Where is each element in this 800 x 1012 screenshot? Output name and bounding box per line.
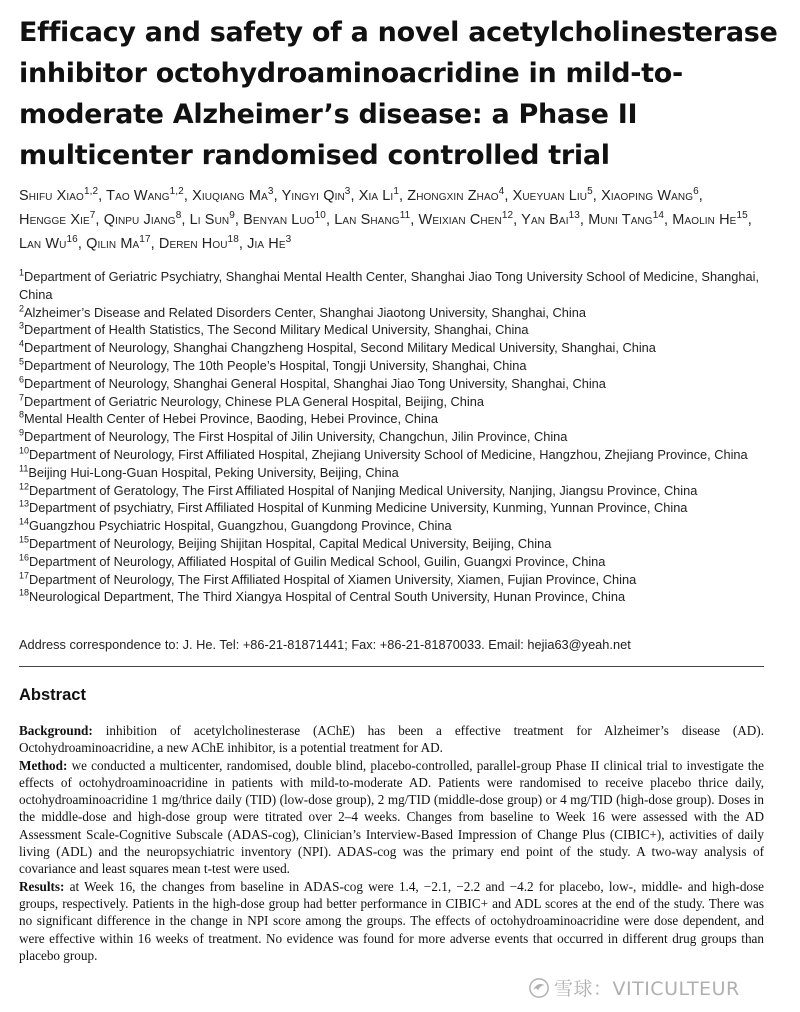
author-name (513, 188, 593, 204)
author-name-text: Lan Shang (334, 212, 400, 228)
author-separator: , (410, 212, 419, 228)
author-affiliation-mark: 18 (227, 234, 239, 246)
author-name (334, 212, 410, 228)
author-affiliation-mark: 3 (267, 186, 274, 198)
author-affiliation-mark: 15 (736, 210, 748, 222)
author-affiliation-mark: 9 (229, 210, 235, 222)
affiliation-text: Department of Geriatric Neurology, Chinese PLA General Hospital, Beijing, China (24, 393, 484, 409)
abstract-section-label: Results: (19, 878, 65, 894)
abstract-section-label: Method: (19, 757, 68, 773)
snowball-logo-icon (528, 977, 550, 999)
author-separator: , (77, 236, 87, 252)
author-separator: , (95, 212, 104, 228)
author-affiliation-mark: 1 (393, 186, 399, 198)
author-separator: , (398, 188, 408, 204)
affiliation-number: 2 (19, 303, 25, 314)
affiliation-text: Department of Neurology, Shanghai General Hospital, Shanghai Jiao Tong University, Shanghai, China (24, 375, 606, 391)
affiliation-item (19, 339, 784, 357)
watermark-text: 雪球：VITICULTEUR (554, 978, 740, 1000)
affiliation-text: Guangzhou Psychiatric Hospital, Guangzhou, Guangdong Province, China (29, 518, 452, 534)
affiliation-item (19, 553, 784, 571)
abstract-section-text: we conducted a multicenter, randomised, double blind, placebo-controlled, parallel-group Phase II clinical trial to investigate the effects of octohydroaminoacridine in patients with mild-to-moderate AD. Patients were randomised to receive placebo thrice daily, octohydroaminoacridine 1 mg/thrice daily (TID) (low-dose group), 2 mg/TID (middle-dose group) or 4 mg/TID (high-dose group). Doses in the middle-dose and high-dose group were titrated over 2–4 weeks. Changes from baseline to Week 16 were assessed with the AD Assessment Scale-Cognitive Subscale (ADAS-cog), Clinician’s Interview-Based Impression of Change Plus (CIBIC+), activities of daily living (ADL) and the neuropsychiatric inventory (NPI). ADAS-cog was the primary end point of the study. A two-way analysis of covariance and least squares mean t-test were used. (19, 757, 764, 877)
author-name-text: Tao Wang (106, 188, 170, 204)
watermark (528, 974, 740, 1001)
author-name (521, 212, 580, 228)
author-name (243, 212, 326, 228)
author-separator: , (325, 212, 335, 228)
affiliation-item (19, 588, 784, 606)
author-name-text: Jia He (247, 236, 286, 252)
author-name (19, 212, 95, 228)
affiliation-number: 11 (19, 463, 29, 474)
author-name (86, 236, 151, 252)
author-name (19, 188, 98, 204)
author-name (601, 188, 699, 204)
affiliation-item (19, 410, 784, 428)
author-name-text: Xia Li (358, 188, 394, 204)
author-affiliation-mark: 14 (652, 210, 665, 222)
author-separator: , (234, 212, 244, 228)
correspondence-email-link[interactable]: hejia63@yeah.net (527, 637, 631, 652)
author-name-text: Yan Bai (521, 212, 569, 228)
author-separator: , (238, 236, 248, 252)
author-separator: , (504, 188, 513, 204)
affiliation-item (19, 268, 784, 304)
author-separator: , (150, 236, 159, 252)
affiliation-item (19, 517, 784, 535)
author-name-text: Lan Wu (19, 236, 67, 252)
author-separator: , (747, 212, 752, 228)
author-separator: , (181, 212, 190, 228)
affiliation-text: Department of Neurology, The First Affiliated Hospital of Xiamen University, Xiamen, Fujian Province, China (29, 571, 637, 587)
affiliation-number: 5 (19, 356, 25, 367)
affiliation-text: Mental Health Center of Hebei Province, Baoding, Hebei Province, China (24, 411, 439, 427)
abstract-section (19, 878, 764, 964)
author-affiliation-mark: 13 (568, 210, 580, 222)
affiliation-text: Department of Neurology, First Affiliated Hospital, Zhejiang University School of Medicine, Hangzhou, Zhejiang Province, China (29, 446, 748, 462)
affiliation-text: Neurological Department, The Third Xiangya Hospital of Central South University, Hunan Province, China (29, 589, 626, 605)
affiliation-item (19, 393, 784, 411)
correspondence-line (19, 636, 784, 654)
author-affiliation-mark: 16 (66, 234, 78, 246)
author-name (106, 188, 184, 204)
affiliation-text: Department of psychiatry, First Affiliated Hospital of Kunming Medicine University, Kunming, Yunnan Province, China (29, 500, 688, 516)
author-separator: , (698, 188, 703, 204)
author-name-text: Zhongxin Zhao (407, 188, 499, 204)
author-name (359, 188, 399, 204)
author-separator: , (592, 188, 602, 204)
affiliation-item (19, 446, 784, 464)
affiliation-item (19, 304, 784, 322)
affiliation-item (19, 321, 784, 339)
author-affiliation-mark: 5 (587, 186, 593, 198)
author-affiliation-mark: 11 (399, 210, 411, 222)
author-affiliation-mark: 7 (89, 210, 96, 222)
affiliation-item (19, 464, 784, 482)
affiliation-item (19, 571, 784, 589)
author-name-text: Muni Tang (588, 212, 653, 228)
affiliation-text: Department of Neurology, Shanghai Changzheng Hospital, Second Military Medical University, Shanghai, China (24, 340, 656, 356)
affiliation-number: 13 (19, 499, 30, 510)
affiliation-number: 12 (19, 481, 30, 492)
author-affiliation-mark: 3 (344, 186, 351, 198)
affiliation-number: 1 (19, 267, 25, 278)
author-name-text: Deren Hou (158, 236, 228, 252)
affiliation-text: Alzheimer’s Disease and Related Disorders Center, Shanghai Jiaotong University, Shanghai, China (24, 304, 586, 320)
author-separator: , (513, 212, 522, 228)
affiliation-text: Department of Geriatric Psychiatry, Shanghai Mental Health Center, Shanghai Jiao Tong University School of Medicine, Shanghai, China (19, 269, 760, 302)
affiliation-text: Department of Neurology, Affiliated Hospital of Guilin Medical School, Guilin, Guangxi Province, China (29, 553, 606, 569)
author-name (159, 236, 239, 252)
affiliation-item (19, 428, 784, 446)
author-affiliation-mark: 17 (139, 234, 151, 246)
author-name (407, 188, 504, 204)
author-name-text: Weixian Chen (418, 212, 502, 228)
affiliation-number: 18 (19, 588, 30, 599)
abstract-section-text: at Week 16, the changes from baseline in ADAS-cog were 1.4, −2.1, −2.2 and −4.2 for placebo, low-, middle- and high-dose groups, respectively. Patients in the high-dose group had better performance in CIBIC+ and ADL scores at the end of the study. There was no significant difference in the change in NPI score among the groups. The effects of octohydroaminoacridine were dose dependent, and were effective within 16 weeks of treatment. No evidence was found for more adverse events that occurred in different drug groups than placebo group. (19, 878, 764, 963)
author-name-text: Shifu Xiao (19, 188, 84, 204)
author-name-text: Qilin Ma (86, 236, 140, 252)
author-affiliation-mark: 10 (314, 210, 326, 222)
author-separator: , (273, 188, 282, 204)
affiliation-number: 6 (19, 374, 25, 385)
author-name (588, 212, 664, 228)
affiliation-number: 16 (19, 552, 30, 563)
author-name-text: Hengge Xie (19, 212, 90, 228)
author-separator: , (579, 212, 589, 228)
author-name-text: Benyan Luo (243, 212, 315, 228)
affiliation-item (19, 357, 784, 375)
author-name-text: Maolin He (672, 212, 737, 228)
author-affiliation-mark: 1,2 (83, 186, 99, 198)
affiliation-number: 15 (19, 534, 30, 545)
affiliation-number: 14 (19, 516, 30, 527)
affiliation-number: 8 (19, 410, 25, 421)
author-list (19, 184, 784, 256)
affiliation-text: Beijing Hui-Long-Guan Hospital, Peking University, Beijing, China (28, 464, 399, 480)
affiliation-item (19, 499, 784, 517)
author-name-text: Xueyuan Liu (512, 188, 588, 204)
author-separator: , (183, 188, 193, 204)
affiliation-list (19, 268, 784, 606)
affiliation-text: Department of Neurology, Beijing Shijitan Hospital, Capital Medical University, Beijing, China (29, 535, 552, 551)
author-separator: , (98, 188, 107, 204)
abstract-section (19, 722, 764, 757)
abstract-heading: Abstract (19, 686, 86, 704)
affiliation-text: Department of Neurology, The 10th People’s Hospital, Tongji University, Shanghai, China (24, 357, 527, 373)
affiliation-number: 7 (19, 392, 25, 403)
author-name-text: Yingyi Qin (281, 188, 345, 204)
affiliation-text: Department of Neurology, The First Hospital of Jilin University, Changchun, Jilin Province, China (24, 429, 568, 445)
affiliation-item (19, 482, 784, 500)
author-name (104, 212, 182, 228)
author-name (19, 236, 78, 252)
abstract-section (19, 757, 764, 878)
author-name (247, 236, 291, 252)
author-affiliation-mark: 6 (693, 186, 699, 198)
author-name (419, 212, 514, 228)
author-name (672, 212, 748, 228)
author-affiliation-mark: 12 (501, 210, 514, 222)
affiliation-text: Department of Health Statistics, The Second Military Medical University, Shanghai, China (24, 322, 529, 338)
author-affiliation-mark: 3 (285, 234, 292, 246)
affiliation-number: 10 (19, 445, 30, 456)
affiliation-number: 17 (19, 570, 30, 581)
abstract-body (19, 722, 764, 964)
author-separator: , (664, 212, 673, 228)
abstract-section-label: Background: (19, 723, 93, 738)
author-name (282, 188, 351, 204)
affiliation-number: 9 (19, 427, 25, 438)
affiliation-item (19, 535, 784, 553)
author-name-text: Qinpu Jiang (103, 212, 176, 228)
author-name (192, 188, 273, 204)
author-affiliation-mark: 1,2 (169, 186, 184, 198)
author-affiliation-mark: 4 (498, 186, 505, 198)
section-divider (19, 666, 764, 667)
abstract-section-text: inhibition of acetylcholinesterase (AChE) has been a effective treatment for Alzheimer’s disease (AD). Octohydroaminoacridine, a new AChE inhibitor, is a potential treatment for AD. (19, 723, 764, 756)
author-name-text: Xiuqiang Ma (192, 188, 268, 204)
author-separator: , (350, 188, 359, 204)
affiliation-item (19, 375, 784, 393)
correspondence-text: Address correspondence to: J. He. Tel: +86-21-81871441; Fax: +86-21-81870033. Email: (19, 637, 528, 652)
author-name (190, 212, 235, 228)
author-name-text: Xiaoping Wang (601, 188, 694, 204)
affiliation-text: Department of Geratology, The First Affiliated Hospital of Nanjing Medical University, Nanjing, Jiangsu Province, China (29, 482, 698, 498)
affiliation-number: 4 (19, 338, 25, 349)
paper-title: Efficacy and safety of a novel acetylcholinesterase inhibitor octohydroaminoacridine in mild-to-moderate Alzheimer’s disease: a Phase II multicenter randomised controlled trial (19, 17, 778, 171)
author-affiliation-mark: 8 (175, 210, 182, 222)
affiliation-number: 3 (19, 321, 25, 332)
author-name-text: Li Sun (189, 212, 230, 228)
